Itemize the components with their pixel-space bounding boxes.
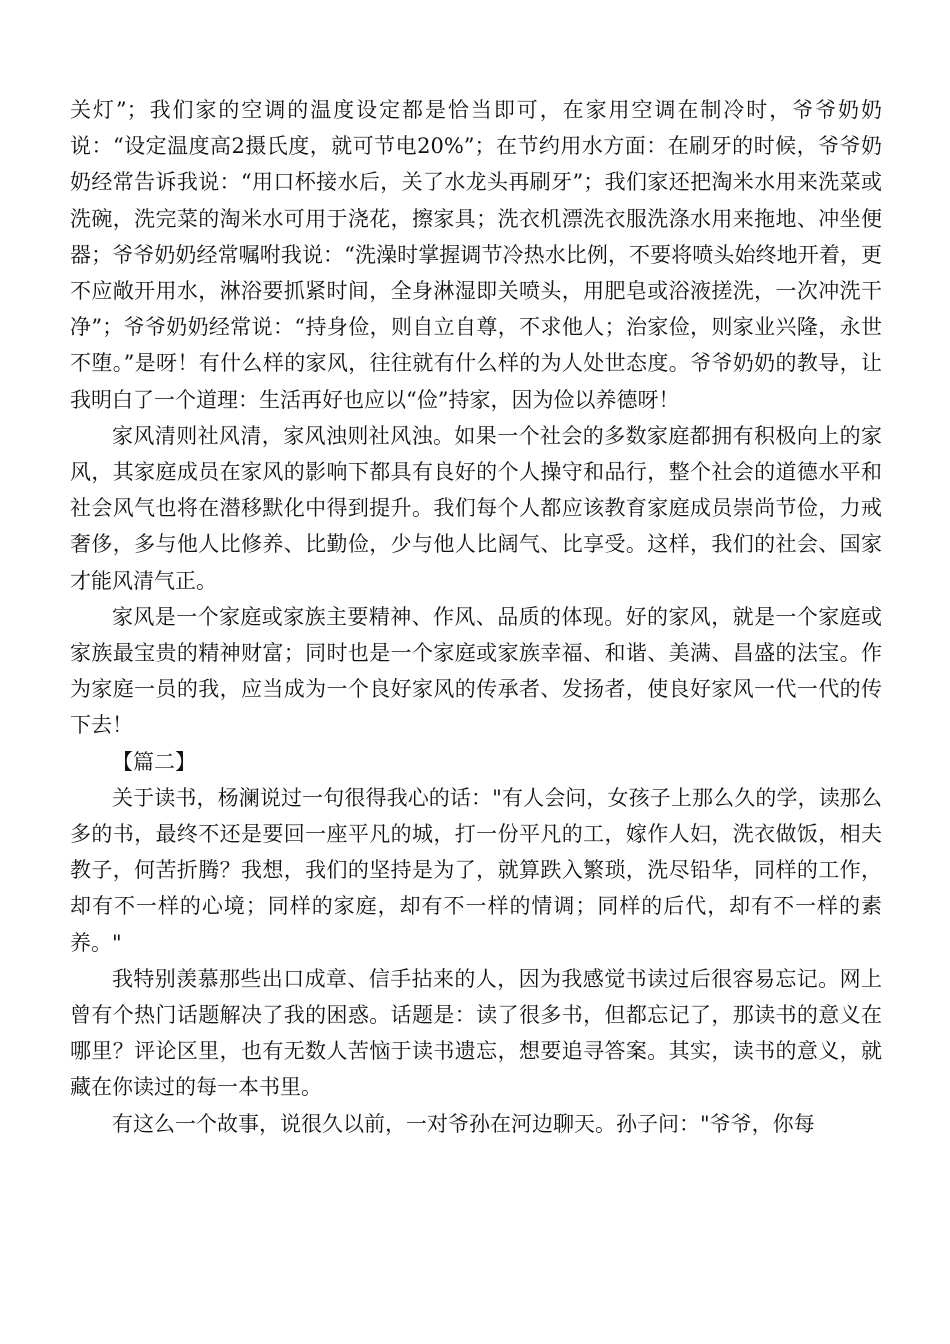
paragraph-5: 我特别羡慕那些出口成章、信手拈来的人，因为我感觉书读过后很容易忘记。网上曾有个热门话题解决了我的困惑。话题是：读了很多书，但都忘记了，那读书的意义在哪里？评论区里，也有无数人苦恼于读书遗忘，想要追寻答案。其实，读书的意义，就藏在你读过的每一本书里。 <box>70 966 882 1100</box>
paragraph-4: 关于读书，杨澜说过一句很得我心的话："有人会问，女孩子上那么久的学，读那么多的书，最终不还是要回一座平凡的城，打一份平凡的工，嫁作人妇，洗衣做饭，相夫教子，何苦折腾？我想，我们的坚持是为了，就算跌入繁琐，洗尽铅华，同样的工作，却有不一样的心境；同样的家庭，却有不一样的情调；同样的后代，却有不一样的素养。" <box>70 785 882 955</box>
document-body <box>70 92 882 1142</box>
section-heading: 【篇二】 <box>112 749 196 774</box>
paragraph-3: 家风是一个家庭或家族主要精神、作风、品质的体现。好的家风，就是一个家庭或家族最宝贵的精神财富；同时也是一个家庭或家族幸福、和谐、美满、昌盛的法宝。作为家庭一员的我，应当成为一个良好家风的传承者、发扬者，使良好家风一代一代的传下去！ <box>70 604 882 738</box>
paragraph-2: 家风清则社风清，家风浊则社风浊。如果一个社会的多数家庭都拥有积极向上的家风，其家庭成员在家风的影响下都具有良好的个人操守和品行，整个社会的道德水平和社会风气也将在潜移默化中得到提升。我们每个人都应该教育家庭成员崇尚节俭，力戒奢侈，多与他人比修养、比勤俭，少与他人比阔气、比享受。这样，我们的社会、国家才能风清气正。 <box>70 423 882 593</box>
paragraph-6: 有这么一个故事，说很久以前，一对爷孙在河边聊天。孙子问："爷爷，你每 <box>112 1111 815 1136</box>
paragraph-1: 关灯”；我们家的空调的温度设定都是恰当即可，在家用空调在制冷时，爷爷奶奶说：“设定温度高2摄氏度，就可节电20%”；在节约用水方面：在刷牙的时候，爷爷奶奶经常告诉我说：“用口杯接水后，关了水龙头再刷牙”；我们家还把淘米水用来洗菜或洗碗，洗完菜的淘米水可用于浇花，擦家具；洗衣机漂洗衣服洗涤水用来拖地、冲坐便器；爷爷奶奶经常嘱咐我说：“洗澡时掌握调节冷热水比例，不要将喷头始终地开着，更不应敞开用水，淋浴要抓紧时间，全身淋湿即关喷头，用肥皂或浴液搓洗，一次冲洗干净”；爷爷奶奶经常说：“持身俭，则自立自尊，不求他人；治家俭，则家业兴隆，永世不堕。”是呀！有什么样的家风，往往就有什么样的为人处世态度。爷爷奶奶的教导，让我明白了一个道理：生活再好也应以“俭”持家，因为俭以养德呀！ <box>70 98 882 412</box>
